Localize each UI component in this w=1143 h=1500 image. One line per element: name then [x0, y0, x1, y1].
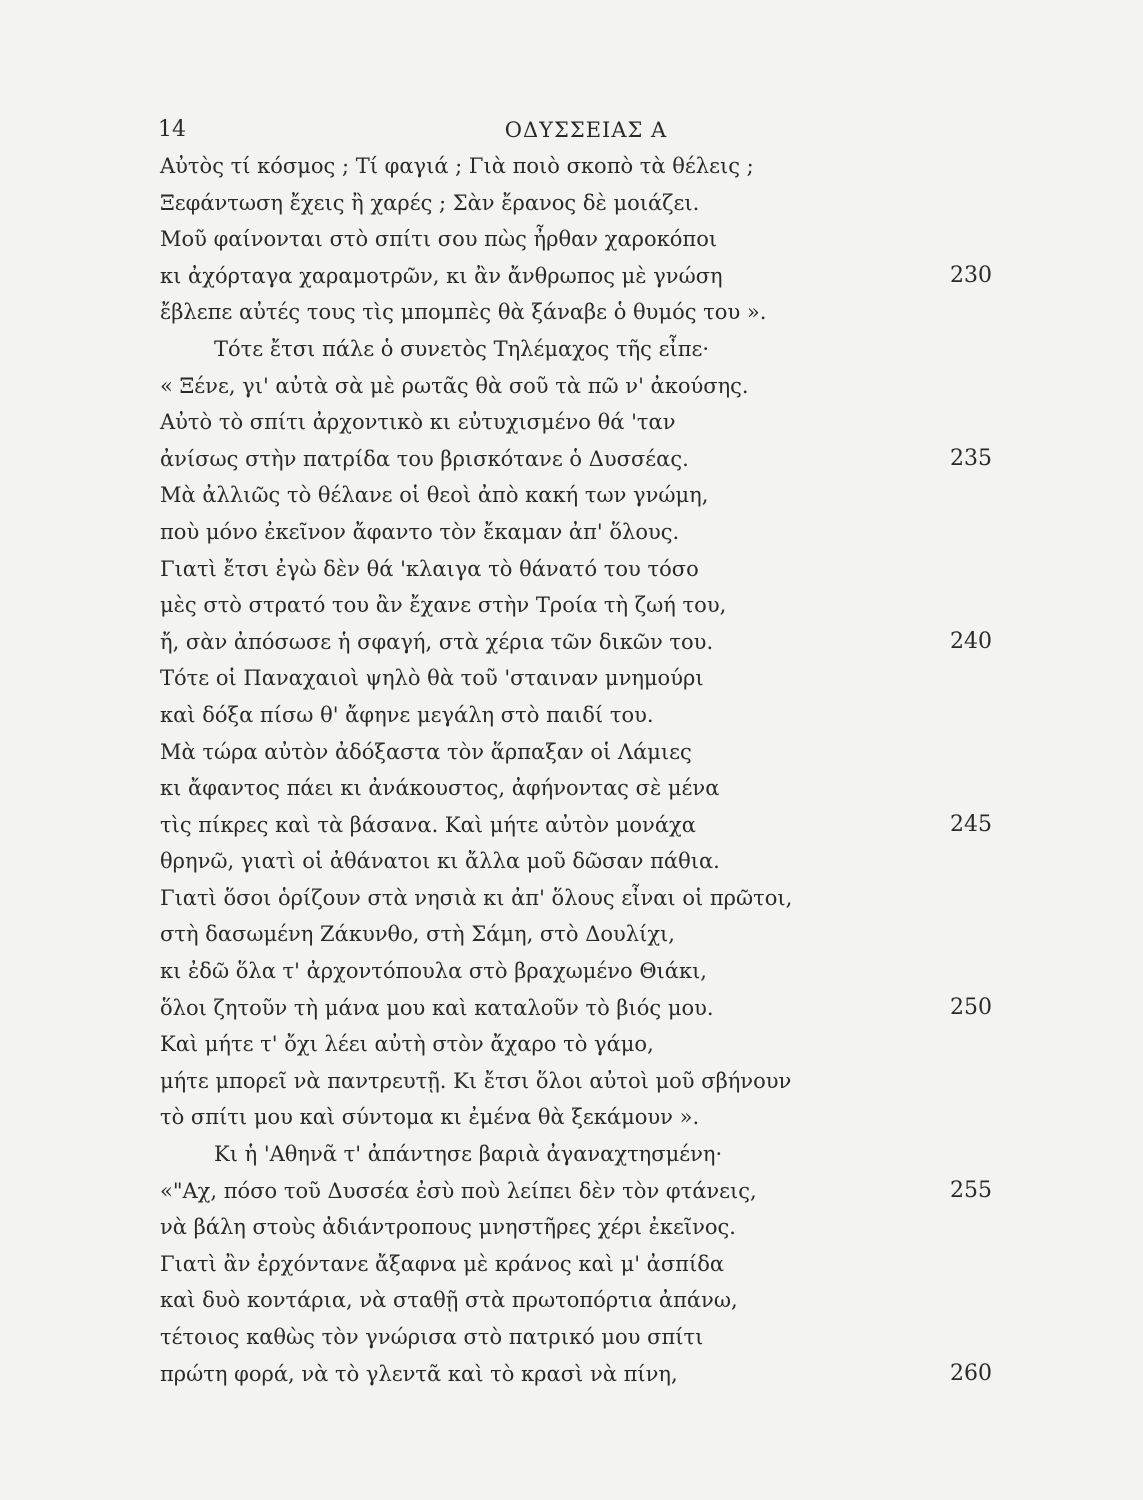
verse-line — [160, 1173, 996, 1210]
verse-line — [160, 1209, 996, 1246]
line-number: 240 — [950, 628, 992, 654]
line-number: 260 — [950, 1360, 992, 1386]
verse-text: Αὐτὸς τί κόσμος ; Τί φαγιά ; Γιὰ ποιὸ σκοπὸ τὰ θέλεις ; — [160, 154, 754, 178]
verse-text: καὶ δυὸ κοντάρια, νὰ σταθῇ στὰ πρωτοπόρτια ἀπάνω, — [160, 1288, 738, 1313]
line-number: 250 — [950, 994, 992, 1020]
verse-text: μήτε μπορεῖ νὰ παντρευτῇ. Κι ἔτσι ὅλοι αὐτοὶ μοῦ σβήνουν — [160, 1068, 792, 1093]
verse-line — [160, 441, 996, 478]
verse-text: κι ἀχόρταγα χαραμοτρῶν, κι ἂν ἄνθρωπος μὲ γνώση — [160, 263, 723, 288]
verse-line — [160, 1356, 996, 1393]
verse-line — [160, 624, 996, 661]
verse-text: Γιατὶ ὅσοι ὁρίζουν στὰ νησιὰ κι ἀπ' ὅλους εἶναι οἱ πρῶτοι, — [160, 885, 793, 910]
verse-text: τέτοιος καθὼς τὸν γνώρισα στὸ πατρικό μου σπίτι — [160, 1325, 704, 1349]
verse-text: ἤ, σὰν ἀπόσωσε ἡ σφαγή, στὰ χέρια τῶν δικῶν του. — [160, 629, 714, 654]
verse-line — [160, 148, 996, 185]
verse-text: Γιατὶ ἔτσι ἐγὼ δὲν θά 'κλαιγα τὸ θάνατό του τόσο — [160, 556, 699, 581]
verse-text: Μὰ ἀλλιῶς τὸ θέλανε οἱ θεοὶ ἀπὸ κακή των γνώμη, — [160, 483, 709, 508]
verse-line — [160, 660, 996, 697]
verse-line — [160, 990, 996, 1027]
line-number: 235 — [950, 445, 992, 471]
verse-line — [160, 1099, 996, 1136]
verse-text: ἀνίσως στὴν πατρίδα του βρισκότανε ὁ Δυσσέας. — [160, 446, 689, 471]
verse-text: ἔβλεπε αὐτές τους τὶς μπομπὲς θὰ ξάναβε ὁ θυμός του ». — [160, 300, 767, 325]
verse-line — [160, 916, 996, 953]
verse-text: « Ξένε, γι' αὐτὰ σὰ μὲ ρωτᾶς θὰ σοῦ τὰ πῶ ν' ἀκούσης. — [160, 373, 749, 398]
verse-line — [160, 185, 996, 222]
verse-line — [160, 477, 996, 514]
verse-line — [160, 514, 996, 551]
verse-line — [160, 294, 996, 331]
verse-text: πρώτη φορά, νὰ τὸ γλεντᾶ καὶ τὸ κρασὶ νὰ πίνη, — [160, 1361, 678, 1386]
verse-text: κι ἄφαντος πάει κι ἀνάκουστος, ἀφήνοντας σὲ μένα — [160, 776, 720, 801]
verse-line — [160, 807, 996, 844]
verse-line — [160, 368, 996, 405]
verse-line — [160, 1282, 996, 1319]
verse-text: καὶ δόξα πίσω θ' ἄφηνε μεγάλη στὸ παιδί του. — [160, 702, 654, 727]
verse-text: Μοῦ φαίνονται στὸ σπίτι σου πὼς ἦρθαν χαροκόποι — [160, 227, 718, 252]
verse-line — [160, 880, 996, 917]
verse-text: Γιατὶ ἂν ἐρχόντανε ἄξαφνα μὲ κράνος καὶ μ' ἀσπίδα — [160, 1251, 725, 1276]
verse-line — [160, 843, 996, 880]
verse-text: τὸ σπίτι μου καὶ σύντομα κι ἐμένα θὰ ξεκάμουν ». — [160, 1105, 700, 1130]
verse-line — [160, 1136, 996, 1173]
poem-text — [160, 148, 996, 1392]
verse-line — [160, 697, 996, 734]
running-title: ΟΔΥΣΣΕΙΑΣ Α — [504, 118, 668, 142]
verse-line — [160, 1319, 996, 1356]
verse-line — [160, 551, 996, 588]
verse-text: Κι ἡ 'Αθηνᾶ τ' ἀπάντησε βαριὰ ἀγαναχτησμένη· — [214, 1142, 723, 1167]
verse-line — [160, 770, 996, 807]
line-number: 230 — [950, 262, 992, 288]
verse-text: κι ἐδῶ ὅλα τ' ἀρχοντόπουλα στὸ βραχωμένο Θιάκι, — [160, 959, 707, 984]
verse-text: ποὺ μόνο ἐκεῖνον ἄφαντο τὸν ἔκαμαν ἀπ' ὅλους. — [160, 519, 680, 544]
verse-text: Τότε οἱ Παναχαιοὶ ψηλὸ θὰ τοῦ 'σταιναν μνημούρι — [160, 666, 704, 691]
line-number: 255 — [950, 1177, 992, 1203]
verse-text: νὰ βάλη στοὺς ἀδιάντροπους μνηστῆρες χέρι ἐκεῖνος. — [160, 1215, 736, 1240]
verse-line — [160, 331, 996, 368]
verse-line — [160, 258, 996, 295]
verse-text: στὴ δασωμένη Ζάκυνθο, στὴ Σάμη, στὸ Δουλίχι, — [160, 922, 675, 947]
verse-text: ὅλοι ζητοῦν τὴ μάνα μου καὶ καταλοῦν τὸ βιός μου. — [160, 995, 714, 1020]
verse-text: μὲς στὸ στρατό του ἂν ἔχανε στὴν Τροία τὴ ζωή του, — [160, 593, 727, 618]
verse-line — [160, 1063, 996, 1100]
verse-text: Μὰ τώρα αὐτὸν ἀδόξαστα τὸν ἅρπαξαν οἱ Λάμιες — [160, 739, 692, 764]
verse-line — [160, 734, 996, 771]
verse-line — [160, 1246, 996, 1283]
verse-text: Αὐτὸ τὸ σπίτι ἀρχοντικὸ κι εὐτυχισμένο θά 'ταν — [160, 410, 676, 435]
page-header — [158, 112, 994, 148]
verse-line — [160, 953, 996, 990]
verse-text: Ξεφάντωση ἔχεις ἢ χαρές ; Σὰν ἔρανος δὲ μοιάζει. — [160, 190, 700, 215]
verse-text: «"Αχ, πόσο τοῦ Δυσσέα ἐσὺ ποὺ λείπει δὲν τὸν φτάνεις, — [160, 1178, 757, 1203]
verse-text: θρηνῶ, γιατὶ οἱ ἀθάνατοι κι ἄλλα μοῦ δῶσαν πάθια. — [160, 849, 720, 874]
verse-line — [160, 1026, 996, 1063]
verse-text: Τότε ἔτσι πάλε ὁ συνετὸς Τηλέμαχος τῆς εἶπε· — [214, 336, 710, 361]
page-number: 14 — [158, 117, 186, 142]
verse-line — [160, 404, 996, 441]
line-number: 245 — [950, 811, 992, 837]
verse-line — [160, 221, 996, 258]
verse-text: τὶς πίκρες καὶ τὰ βάσανα. Καὶ μήτε αὐτὸν μονάχα — [160, 812, 696, 837]
verse-text: Καὶ μήτε τ' ὄχι λέει αὐτὴ στὸν ἄχαρο τὸ γάμο, — [160, 1032, 654, 1057]
verse-line — [160, 587, 996, 624]
